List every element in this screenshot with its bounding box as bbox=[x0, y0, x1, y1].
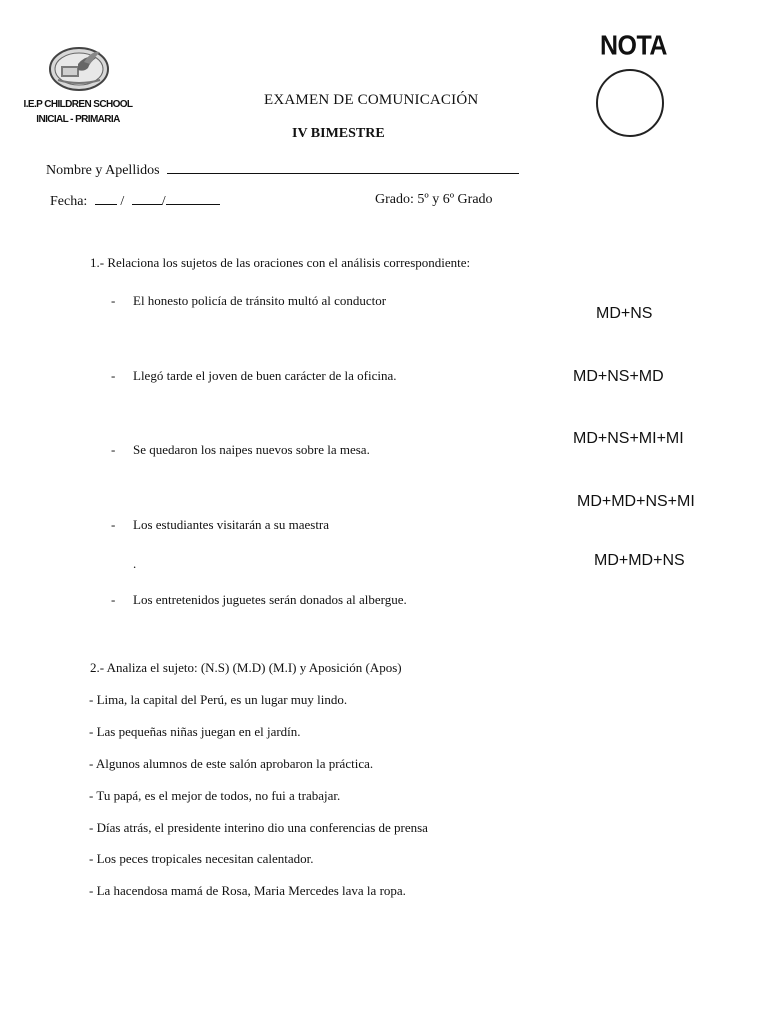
school-logo bbox=[48, 44, 110, 92]
q1-sentence-text: El honesto policía de tránsito multó al conductor bbox=[133, 293, 387, 308]
q2-sentence: - Lima, la capital del Perú, es un lugar muy lindo. bbox=[89, 692, 348, 707]
exam-title: EXAMEN DE COMUNICACIÓN bbox=[264, 92, 479, 108]
q1-sentence-text: Los estudiantes visitarán a su maestra bbox=[133, 517, 330, 532]
q1-sentence bbox=[111, 592, 407, 608]
stray-dot: . bbox=[133, 556, 137, 571]
q2-sentence: - Los peces tropicales necesitan calentador. bbox=[89, 851, 314, 866]
name-label: Nombre y Apellidos bbox=[46, 163, 160, 178]
school-name-line2: INICIAL - PRIMARIA bbox=[36, 114, 120, 125]
q2-sentence: - Tu papá, es el mejor de todos, no fui a trabajar. bbox=[89, 788, 341, 803]
date-separator-2: / bbox=[161, 194, 166, 209]
q1-sentence bbox=[111, 442, 370, 458]
grade-field: Grado: 5º y 6º Grado bbox=[375, 192, 493, 207]
bullet-dash: - bbox=[111, 293, 116, 308]
exam-subtitle: IV BIMESTRE bbox=[292, 126, 385, 141]
q1-option: MD+MD+NS+MI bbox=[577, 493, 695, 510]
grade-circle[interactable] bbox=[596, 69, 664, 137]
q1-sentence-text: Los entretenidos juguetes serán donados al albergue. bbox=[133, 592, 407, 607]
bullet-dash: - bbox=[111, 442, 116, 457]
q2-sentence: - Algunos alumnos de este salón aprobaron la práctica. bbox=[89, 756, 374, 771]
question-1-prompt: 1.- Relaciona los sujetos de las oraciones con el análisis correspondiente: bbox=[90, 255, 471, 270]
school-name-line1: I.E.P CHILDREN SCHOOL bbox=[23, 99, 133, 110]
school-name bbox=[22, 97, 134, 127]
q1-option: MD+NS+MI+MI bbox=[573, 430, 684, 447]
date-day-blank[interactable] bbox=[95, 192, 117, 205]
date-month-blank[interactable] bbox=[132, 192, 162, 205]
q1-sentence-text: Llegó tarde el joven de buen carácter de la oficina. bbox=[133, 368, 397, 383]
q2-sentence: - Las pequeñas niñas juegan en el jardín. bbox=[89, 724, 301, 739]
nota-label: NOTA bbox=[600, 30, 667, 62]
date-year-blank[interactable] bbox=[166, 192, 220, 205]
date-separator-1: / bbox=[120, 194, 125, 209]
bullet-dash: - bbox=[111, 368, 116, 383]
question-2-prompt: 2.- Analiza el sujeto: (N.S) (M.D) (M.I) y Aposición (Apos) bbox=[90, 660, 402, 675]
date-field[interactable] bbox=[50, 192, 220, 210]
q2-sentence: - Días atrás, el presidente interino dio una conferencias de prensa bbox=[89, 820, 428, 835]
bullet-dash: - bbox=[111, 517, 116, 532]
q1-sentence bbox=[111, 368, 396, 384]
q1-sentence-text: Se quedaron los naipes nuevos sobre la mesa. bbox=[133, 442, 370, 457]
name-field[interactable] bbox=[46, 161, 519, 179]
q1-sentence bbox=[111, 293, 386, 309]
name-blank[interactable] bbox=[167, 161, 519, 174]
q2-sentence: - La hacendosa mamá de Rosa, Maria Mercedes lava la ropa. bbox=[89, 883, 406, 898]
bullet-dash: - bbox=[111, 592, 116, 607]
q1-option: MD+MD+NS bbox=[594, 552, 685, 569]
q1-option: MD+NS bbox=[596, 305, 653, 322]
q1-sentence bbox=[111, 517, 329, 533]
q1-option: MD+NS+MD bbox=[573, 368, 664, 385]
date-label: Fecha: bbox=[50, 194, 88, 209]
